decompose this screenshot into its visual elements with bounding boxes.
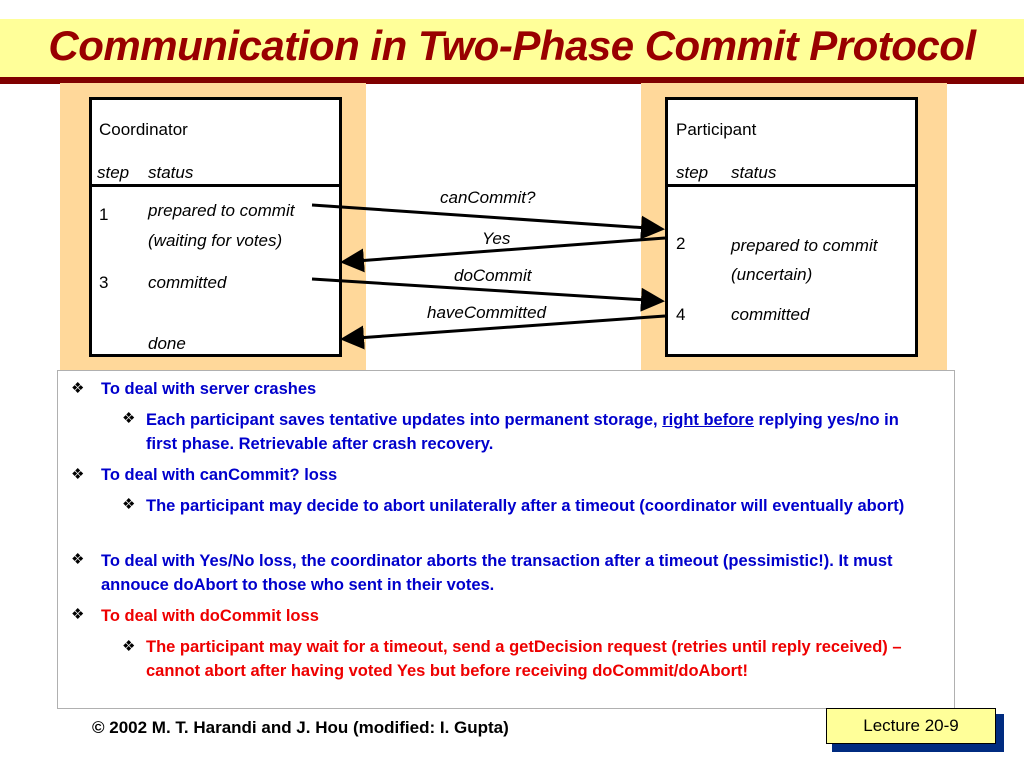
copyright-footer: © 2002 M. T. Harandi and J. Hou (modified: I. Gupta) — [92, 718, 509, 737]
slide-title: Communication in Two-Phase Commit Protocol — [48, 22, 976, 69]
bullet-server-crashes: To deal with server crashes — [101, 380, 317, 398]
bullet-docommit-loss: To deal with doCommit loss — [101, 607, 319, 625]
bullet-participant-abort: The participant may decide to abort unilaterally after a timeout (coordinator will eventually abort) — [146, 497, 905, 515]
diamond-bullet-icon: ❖ — [122, 638, 136, 655]
participant-status-uncertain: (uncertain) — [731, 265, 813, 284]
coordinator-status-waiting: (waiting for votes) — [148, 231, 283, 250]
diamond-bullet-icon: ❖ — [71, 380, 85, 397]
coordinator-step-1: 1 — [99, 205, 109, 224]
coordinator-step-3: 3 — [99, 273, 109, 292]
bullet-save-tentative-underlined: right before — [662, 411, 754, 429]
participant-label: Participant — [676, 120, 757, 139]
msg-docommit: doCommit — [454, 266, 532, 285]
bullet-wait-timeout: The participant may wait for a timeout, send a getDecision request (retries until reply received) – cannot abort after having voted Yes but before receiving doCommit/doAbort! — [146, 638, 902, 680]
coordinator-status-done: done — [148, 334, 186, 353]
msg-havecommitted: haveCommitted — [427, 303, 547, 322]
participant-step-2: 2 — [676, 234, 686, 253]
diamond-bullet-icon: ❖ — [71, 551, 85, 568]
coordinator-step-header: step — [97, 163, 130, 182]
bullet-save-tentative-post: replying yes/no in first phase. Retrievable after crash recovery. — [146, 411, 899, 453]
lecture-label: Lecture 20-9 — [826, 708, 996, 744]
bullet-save-tentative — [146, 408, 926, 456]
participant-status-prepared: prepared to commit — [731, 236, 878, 255]
diamond-bullet-icon: ❖ — [122, 496, 136, 513]
coordinator-status-header: status — [148, 163, 194, 182]
participant-step-4: 4 — [676, 305, 686, 324]
diamond-bullet-icon: ❖ — [71, 466, 85, 483]
cancommit-arrow — [312, 205, 662, 229]
participant-step-header: step — [676, 163, 709, 182]
diamond-bullet-icon: ❖ — [71, 606, 85, 623]
diamond-bullet-icon: ❖ — [122, 410, 136, 427]
participant-status-committed: committed — [731, 305, 810, 324]
participant-status-header: status — [731, 163, 777, 182]
msg-cancommit: canCommit? — [440, 188, 536, 207]
coordinator-status-prepared: prepared to commit — [148, 201, 295, 220]
msg-yes: Yes — [482, 229, 511, 248]
bullet-yesno-loss: To deal with Yes/No loss, the coordinator aborts the transaction after a timeout (pessimistic!). It must annouce doAbort to those who sent in their votes. — [101, 552, 893, 594]
coordinator-status-committed: committed — [148, 273, 227, 292]
coordinator-label: Coordinator — [99, 120, 188, 139]
bullet-cancommit-loss: To deal with canCommit? loss — [101, 466, 338, 484]
bullet-save-tentative-pre: Each participant saves tentative updates into permanent storage, — [146, 411, 663, 429]
